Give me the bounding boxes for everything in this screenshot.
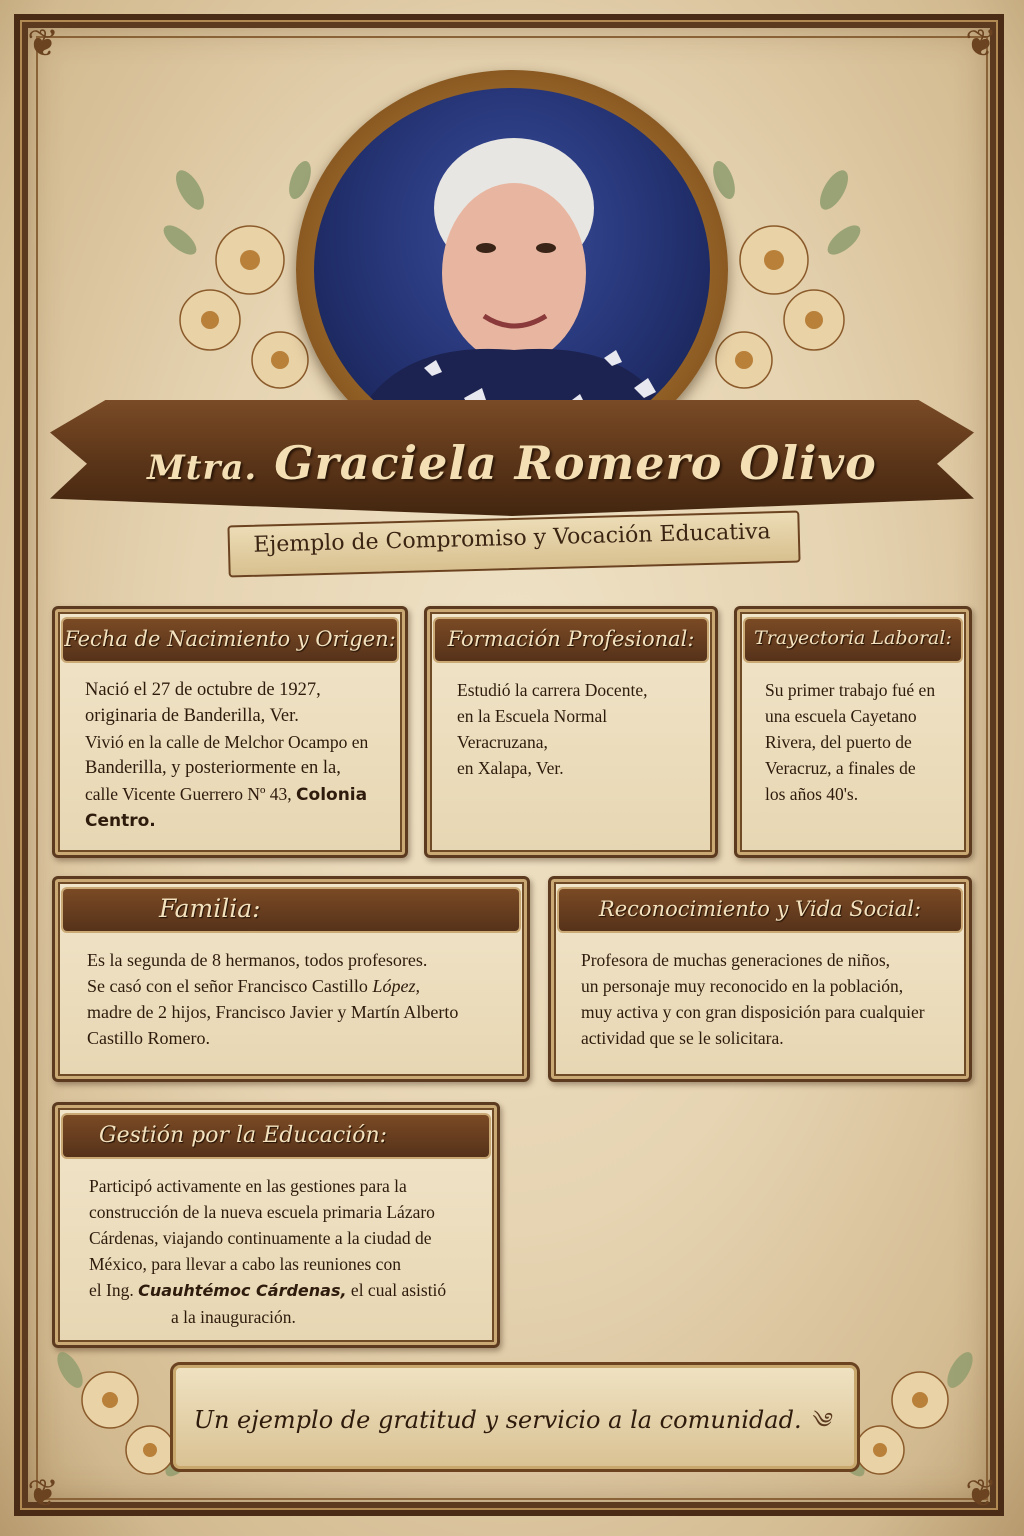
motto-label: Un ejemplo de gratitud y servicio a la comunidad. [193, 1406, 802, 1434]
card-title: Reconocimiento y Vida Social: [598, 897, 922, 921]
card-line: Cárdenas, viajando continuamente a la ciudad de [89, 1228, 432, 1248]
card-line: muy activa y con gran disposición para cualquier [581, 1002, 925, 1022]
card-header [63, 1115, 489, 1157]
card-line-italic: López, [372, 976, 420, 996]
card-line: Vivió en la calle de Melchor Ocampo en [85, 732, 369, 752]
card-header [63, 889, 519, 931]
page-title [0, 436, 1024, 490]
flourish-icon: ༄ [809, 1409, 831, 1434]
card-line: Banderilla, y posteriormente en la, [85, 758, 341, 778]
card-line: madre de 2 hijos, Francisco Javier y Martín Alberto [87, 1002, 459, 1022]
card-line: los años 40's. [765, 784, 859, 804]
card-title: Formación Profesional: [447, 627, 695, 651]
card-body [85, 677, 387, 834]
card-body [89, 1173, 479, 1330]
card-line: Veracruz, a finales de [765, 758, 916, 778]
card-line: Profesora de muchas generaciones de niños, [581, 950, 891, 970]
card-reconocimiento [548, 876, 972, 1082]
corner-ornament-icon: ❦ [27, 1471, 59, 1515]
card-line: Su primer trabajo fué en [765, 680, 936, 700]
card-line: Castillo Romero. [87, 1028, 210, 1048]
card-line: a la inauguración. [171, 1307, 296, 1327]
card-header [559, 889, 961, 931]
card-line: un personaje muy reconocido en la población, [581, 976, 904, 996]
card-line: México, para llevar a cabo las reuniones con [89, 1254, 401, 1274]
card-gestion [52, 1102, 500, 1348]
card-line: Rivera, del puerto de [765, 732, 912, 752]
card-header [745, 619, 961, 661]
title-name: Graciela Romero Olivo [274, 436, 877, 490]
card-line: Es la segunda de 8 hermanos, todos profesores. [87, 950, 428, 970]
card-line [85, 808, 387, 834]
card-line-bold: Centro. [85, 811, 156, 831]
card-line [87, 973, 509, 999]
card-header [63, 619, 397, 661]
card-line: actividad que se le solicitara. [581, 1028, 784, 1048]
card-line: una escuela Cayetano [765, 706, 917, 726]
title-prefix: Mtra. [147, 448, 258, 488]
card-body [765, 677, 951, 807]
card-body [457, 677, 697, 781]
corner-ornament-icon: ❦ [27, 21, 59, 65]
card-line: Participó activamente en las gestiones para la [89, 1176, 407, 1196]
card-nacimiento [52, 606, 408, 858]
card-line-bold: Colonia [296, 785, 368, 805]
card-body [87, 947, 509, 1051]
card-title: Fecha de Nacimiento y Origen: [64, 627, 396, 651]
card-line [89, 1277, 479, 1304]
card-line: en Xalapa, Ver. [457, 758, 564, 778]
card-title: Gestión por la Educación: [99, 1123, 388, 1148]
card-title: Familia: [159, 894, 261, 923]
card-line-text: calle Vicente Guerrero Nº 43, [85, 784, 292, 804]
card-line: Estudió la carrera Docente, [457, 680, 648, 700]
card-body [581, 947, 951, 1051]
motto-text [170, 1396, 854, 1458]
card-line-text: el Ing. [89, 1280, 134, 1300]
card-line [85, 781, 387, 808]
card-title: Trayectoria Laboral: [754, 627, 952, 649]
corner-ornament-icon: ❦ [965, 1471, 997, 1515]
portrait-person-icon [314, 88, 710, 452]
card-trayectoria [734, 606, 972, 858]
card-line: Nació el 27 de octubre de 1927, [85, 680, 321, 700]
card-line-text: Se casó con el señor Francisco Castillo [87, 976, 368, 996]
card-formacion [424, 606, 718, 858]
card-line-bold: Cuauhtémoc Cárdenas, [138, 1281, 347, 1300]
card-line-text: el cual asistió [350, 1280, 447, 1300]
card-familia [52, 876, 530, 1082]
card-line: en la Escuela Normal Veracruzana, [457, 706, 608, 752]
card-line: originaria de Banderilla, Ver. [85, 706, 299, 726]
card-line: construcción de la nueva escuela primaria Lázaro [89, 1202, 435, 1222]
portrait-photo [314, 88, 710, 452]
corner-ornament-icon: ❦ [965, 21, 997, 65]
card-header [435, 619, 707, 661]
page-subtitle: Ejemplo de Compromiso y Vocación Educativa [253, 519, 771, 558]
